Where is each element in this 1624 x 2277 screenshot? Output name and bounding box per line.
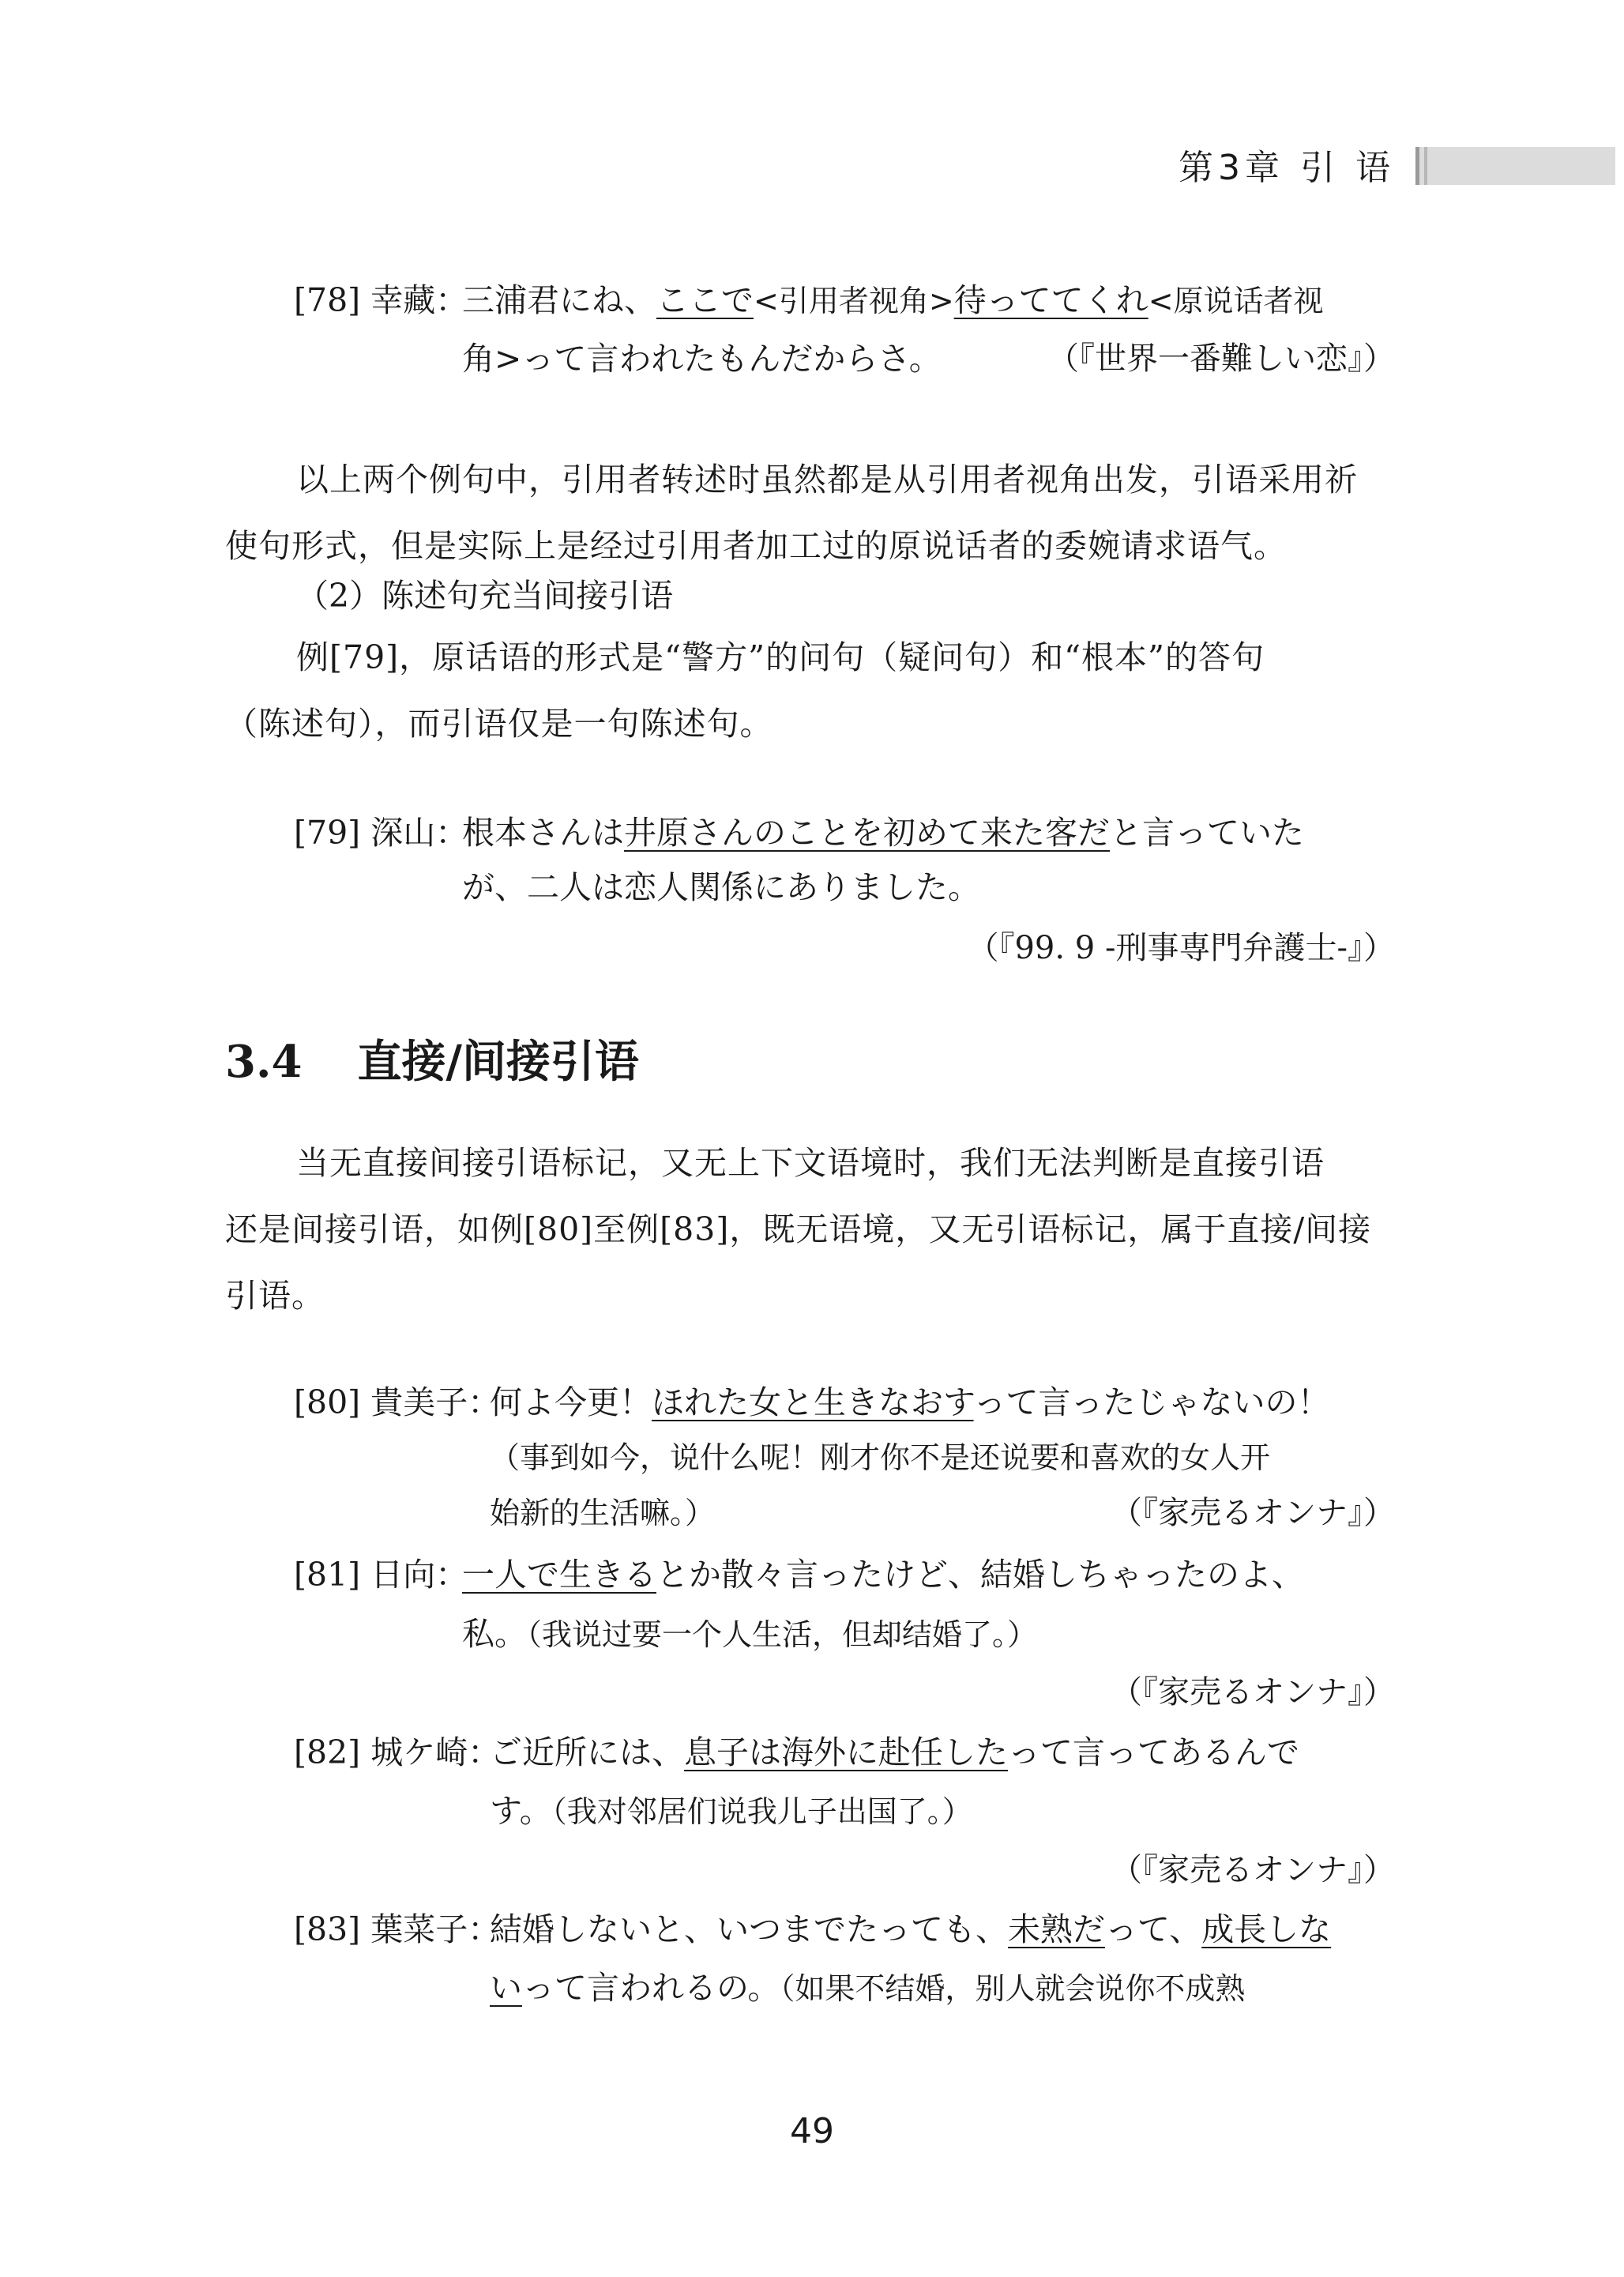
example-line-1 xyxy=(490,1729,1299,1776)
example-line-2 xyxy=(490,1964,1245,2012)
paragraph-line: 以上两个例句中，引用者转述时虽然都是从引用者视角出发，引语采用祈 xyxy=(296,461,1358,499)
header-decoration-bar xyxy=(1415,147,1615,185)
subheading: （2）陈述句充当间接引语 xyxy=(296,577,674,615)
annotation: <引用者视角> xyxy=(754,284,954,318)
example-line-1 xyxy=(462,1551,1304,1598)
translation-line: （事到如今，说什么呢！刚才你不是还说要和喜欢的女人开 xyxy=(490,1440,1271,1475)
example-number: [78] 幸藏： xyxy=(294,281,468,319)
text-segment: って言ってあるんで xyxy=(1008,1733,1299,1771)
text-segment: ご近所には、 xyxy=(490,1733,684,1771)
translation-line: 始新的生活嘛。） xyxy=(490,1496,716,1530)
underlined-quote: 一人で生きる xyxy=(462,1556,656,1594)
underlined-quote: ここで xyxy=(656,281,754,319)
text-segment: 三浦君にね、 xyxy=(462,281,656,319)
text-segment: 根本さんは xyxy=(462,814,624,852)
paragraph-line: 引语。 xyxy=(225,1277,325,1315)
example-source: （『世界一番難しい恋』） xyxy=(1047,341,1395,377)
page-number: 49 xyxy=(790,2111,834,2151)
example-number: [81] 日向： xyxy=(294,1556,468,1594)
text-segment: す。 xyxy=(490,1792,552,1830)
example-source: （『家売るオンナ』） xyxy=(1111,1495,1395,1531)
body-paragraph xyxy=(225,446,1402,579)
example-number: [83] 葉菜子： xyxy=(294,1910,501,1948)
translation: （我说过要一个人生活，但却结婚了。） xyxy=(527,1617,1038,1652)
underlined-quote: い xyxy=(490,1969,522,2007)
example-source: （『家売るオンナ』） xyxy=(1111,1674,1395,1711)
underlined-quote: ほれた女と生きなおす xyxy=(652,1383,974,1421)
translation: （我对邻居们说我儿子出国了。） xyxy=(551,1794,972,1829)
section-heading xyxy=(225,1027,639,1090)
example-number: [79] 深山： xyxy=(294,814,468,852)
example-line-2 xyxy=(490,1787,972,1835)
section-number: 3.4 xyxy=(225,1036,303,1088)
text-segment: とか散々言ったけど、結婚しちゃったのよ、 xyxy=(656,1556,1304,1594)
text-segment: って言ったじゃないの！ xyxy=(973,1383,1330,1421)
running-header xyxy=(0,133,1624,204)
text-segment: 結婚しないと、いつまでたっても、 xyxy=(490,1910,1008,1948)
chapter-title: 第3章 引 语 xyxy=(1179,148,1395,188)
example-line-2: が、二人は恋人関係にありました。 xyxy=(462,868,980,906)
paragraph-line: 当无直接间接引语标记，又无上下文语境时，我们无法判断是直接引语 xyxy=(296,1144,1325,1182)
body-paragraph xyxy=(225,624,1402,757)
example-number: [80] 貴美子： xyxy=(294,1383,501,1421)
example-line-2: 角>って言われたもんだからさ。 xyxy=(462,340,942,378)
text-segment: って言われるの。 xyxy=(522,1969,780,2007)
underlined-quote: 待っててくれ xyxy=(953,281,1148,319)
translation: （如果不结婚，别人就会说你不成熟 xyxy=(780,1971,1246,2006)
example-source: （『99. 9 -刑事専門弁護士-』） xyxy=(967,930,1395,966)
example-line-1 xyxy=(462,277,1324,325)
underlined-quote: 息子は海外に赴任した xyxy=(684,1733,1008,1771)
underlined-quote: 井原さんのことを初めて来た客だ xyxy=(624,814,1110,852)
paragraph-line: 还是间接引语，如例[80]至例[83]，既无语境，又无引语标记，属于直接/间接 xyxy=(225,1210,1372,1248)
body-paragraph xyxy=(225,1130,1402,1329)
example-source: （『家売るオンナ』） xyxy=(1111,1852,1395,1888)
example-line-2 xyxy=(462,1610,1037,1658)
paragraph-line: 例[79]，原话语的形式是“警方”的问句（疑问句）和“根本”的答句 xyxy=(296,638,1265,676)
text-segment: 私。 xyxy=(462,1615,527,1653)
example-line-1 xyxy=(462,809,1304,856)
underlined-quote: 未熟だ xyxy=(1008,1910,1105,1948)
section-title: 直接/间接引语 xyxy=(357,1037,639,1088)
example-line-1 xyxy=(490,1379,1330,1426)
annotation: <原说话者视 xyxy=(1148,284,1324,318)
paragraph-line: （陈述句），而引语仅是一句陈述句。 xyxy=(225,705,773,743)
example-line-1 xyxy=(490,1906,1331,1953)
text-segment: と言っていた xyxy=(1110,814,1304,852)
paragraph-line: 使句形式，但是实际上是经过引用者加工过的原说话者的委婉请求语气。 xyxy=(225,527,1287,565)
text-segment: って、 xyxy=(1105,1910,1202,1948)
underlined-quote: 成長しな xyxy=(1201,1910,1332,1948)
text-segment: 何よ今更！ xyxy=(490,1383,652,1421)
example-number: [82] 城ケ崎： xyxy=(294,1733,501,1771)
